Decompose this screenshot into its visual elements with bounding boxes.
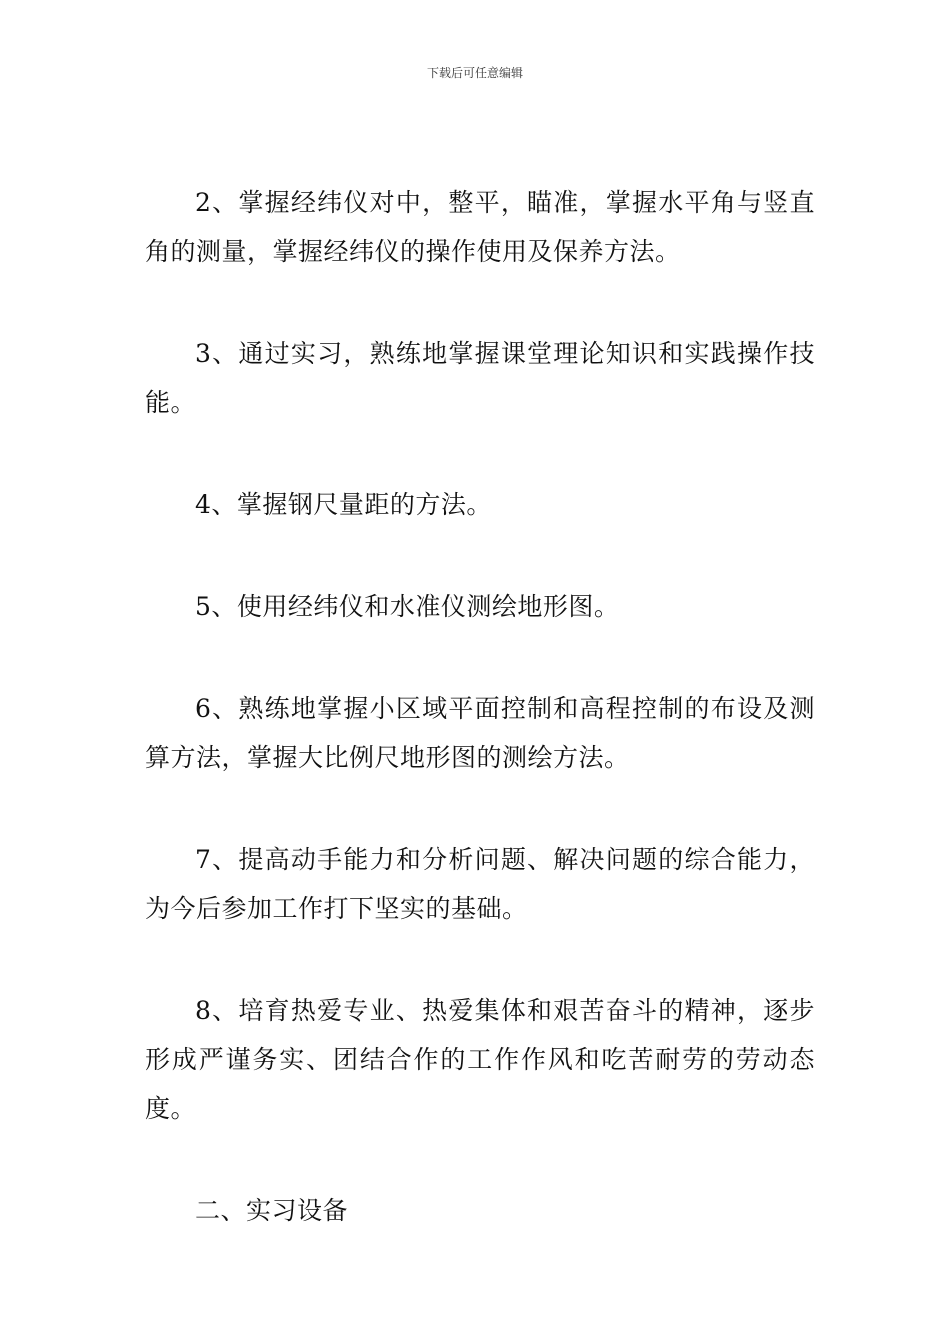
paragraph-item-3: 3、通过实习，熟练地掌握课堂理论知识和实践操作技能。 <box>145 339 815 417</box>
paragraph-item-8: 8、培育热爱专业、热爱集体和艰苦奋斗的精神，逐步形成严谨务实、团结合作的工作作风和吃苦耐劳的劳动态度。 <box>145 996 815 1123</box>
section-heading: 二、实习设备 <box>195 1196 349 1225</box>
paragraph-item-5: 5、使用经纬仪和水准仪测绘地形图。 <box>195 592 620 621</box>
paragraph-item-6: 6、熟练地掌握小区域平面控制和高程控制的布设及测算方法，掌握大比例尺地形图的测绘方法。 <box>145 694 815 772</box>
paragraph-item-2: 2、掌握经纬仪对中，整平，瞄准，掌握水平角与竖直角的测量，掌握经纬仪的操作使用及保养方法。 <box>145 188 815 266</box>
paragraph-item-7: 7、提高动手能力和分析问题、解决问题的综合能力，为今后参加工作打下坚实的基础。 <box>145 845 815 923</box>
page-header-note: 下载后可任意编辑 <box>426 66 523 80</box>
document-body <box>145 178 815 1235</box>
paragraph-item-4: 4、掌握钢尺量距的方法。 <box>195 490 492 519</box>
